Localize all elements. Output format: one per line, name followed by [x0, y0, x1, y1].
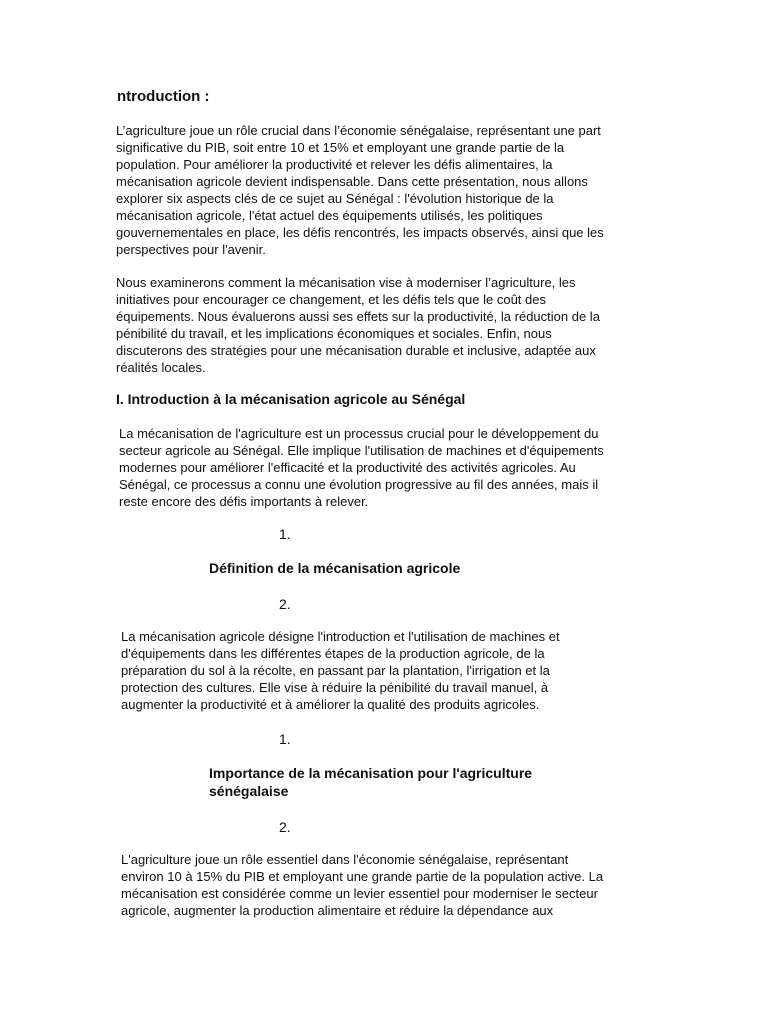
- list-number: 2.: [279, 819, 291, 835]
- intro-title: ntroduction :: [117, 88, 210, 105]
- subheading-definition: Définition de la mécanisation agricole: [209, 560, 461, 576]
- list-number: 2.: [279, 596, 291, 612]
- intro-paragraph-1: L’agriculture joue un rôle crucial dans l’économie sénégalaise, représentant une part significative du PIB, soit entre 10 et 15% et employant une grande partie de la population. Pour améliorer la productivité et relever les défis alimentaires, la mécanisation agricole devient indispensable. Dans cette présentation, nous allons explorer six aspects clés de ce sujet au Sénégal : l'évolution historique de la mécanisation agricole, l'état actuel des équipements utilisés, les politiques gouvernementales en place, les défis rencontrés, les impacts observés, ainsi que les perspectives pour l'avenir.: [116, 123, 604, 257]
- intro-paragraph-2: Nous examinerons comment la mécanisation vise à moderniser l’agriculture, les initiatives pour encourager ce changement, et les défis tels que le coût des équipements. Nous évaluerons aussi ses effets sur la productivité, la réduction de la pénibilité du travail, et les implications économiques et sociales. Enfin, nous discuterons des stratégies pour une mécanisation durable et inclusive, adaptée aux réalités locales.: [116, 275, 600, 375]
- subheading-importance: Importance de la mécanisation pour l'agriculture sénégalaise: [209, 765, 533, 799]
- importance-paragraph: L'agriculture joue un rôle essentiel dans l'économie sénégalaise, représentant environ 10 à 15% du PIB et employant une grande partie de la population active. La mécanisation est considérée comme un levier essentiel pour moderniser le secteur agricole, augmenter la production alimentaire et réduire la dépendance aux: [121, 852, 604, 918]
- section-1-paragraph: La mécanisation de l'agriculture est un processus crucial pour le développement du secteur agricole au Sénégal. Elle implique l'utilisation de machines et d'équipements modernes pour améliorer l'efficacité et la productivité des activités agricoles. Au Sénégal, ce processus a connu une évolution progressive au fil des années, mais il reste encore des défis importants à relever.: [119, 426, 604, 509]
- list-number: 1.: [279, 731, 291, 747]
- section-1-heading: I. Introduction à la mécanisation agricole au Sénégal: [116, 391, 466, 407]
- list-number: 1.: [279, 526, 291, 542]
- definition-paragraph: La mécanisation agricole désigne l'introduction et l'utilisation de machines et d'équipements dans les différentes étapes de la production agricole, de la préparation du sol à la récolte, en passant par la plantation, l'irrigation et la protection des cultures. Elle vise à réduire la pénibilité du travail manuel, à augmenter la productivité et à améliorer la qualité des produits agricoles.: [121, 629, 560, 712]
